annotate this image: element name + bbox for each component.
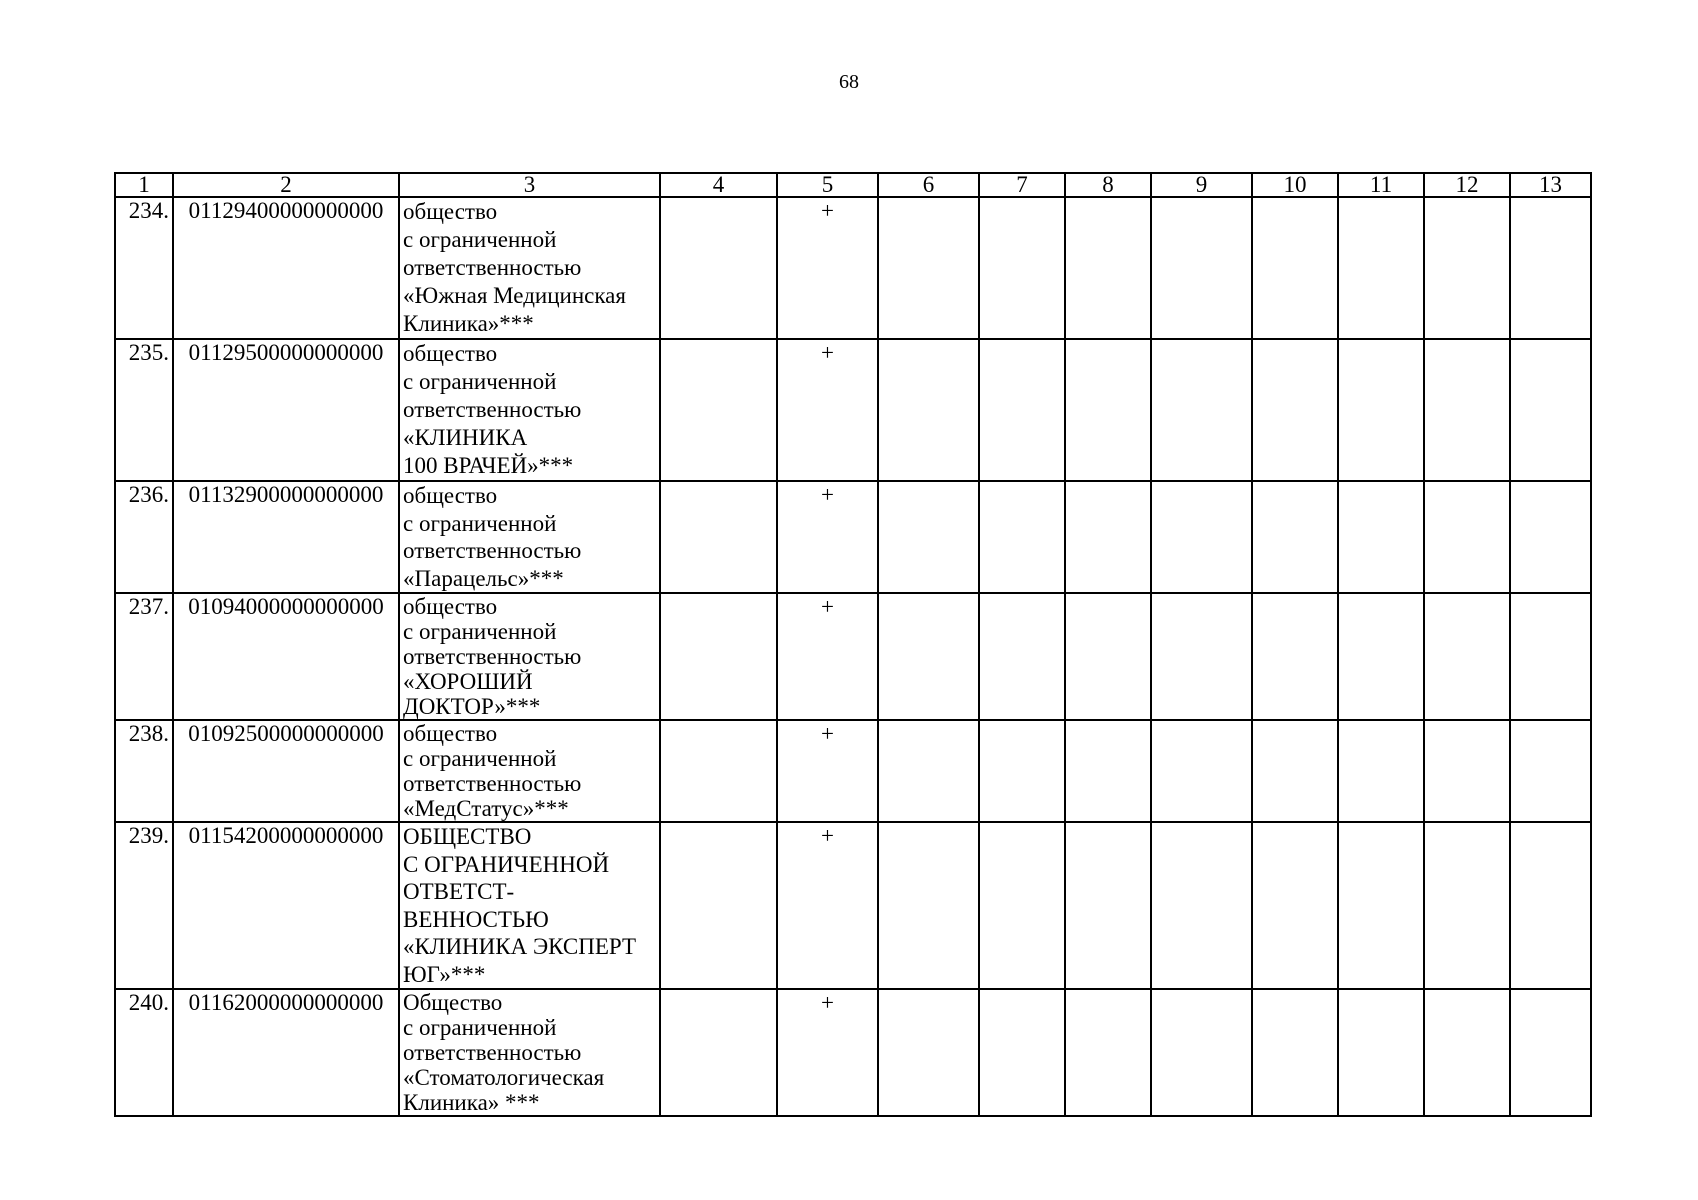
name-line: с ограниченной <box>403 510 557 536</box>
cell-empty <box>1151 593 1252 720</box>
cell-empty <box>1151 822 1252 989</box>
name-line: «Стоматологическая <box>403 1065 605 1090</box>
plus-mark: + <box>777 593 878 720</box>
page-number: 68 <box>839 71 859 93</box>
cell-empty <box>1252 339 1338 481</box>
row-number: 240. <box>115 989 173 1116</box>
column-header: 12 <box>1424 173 1510 197</box>
cell-empty <box>1151 481 1252 593</box>
column-header: 3 <box>399 173 660 197</box>
cell-empty <box>979 720 1065 822</box>
name-line: общество <box>403 594 498 619</box>
column-header: 11 <box>1338 173 1424 197</box>
cell-empty <box>1424 197 1510 339</box>
name-line: ОБЩЕСТВО <box>403 824 532 849</box>
table-row <box>115 481 1591 593</box>
table-row <box>115 989 1591 1116</box>
name-line: «МедСтатус»*** <box>403 796 569 821</box>
cell-empty <box>979 339 1065 481</box>
row-code: 01162000000000000 <box>173 989 399 1116</box>
cell-empty <box>1338 822 1424 989</box>
cell-col4 <box>660 593 777 720</box>
cell-empty <box>1065 720 1151 822</box>
plus-mark: + <box>777 197 878 339</box>
cell-empty <box>1338 481 1424 593</box>
column-header: 6 <box>878 173 979 197</box>
cell-empty <box>1151 989 1252 1116</box>
cell-empty <box>878 720 979 822</box>
plus-mark: + <box>777 822 878 989</box>
cell-empty <box>1151 197 1252 339</box>
cell-empty <box>878 197 979 339</box>
cell-empty <box>1424 339 1510 481</box>
plus-mark: + <box>777 720 878 822</box>
cell-col4 <box>660 822 777 989</box>
cell-empty <box>878 593 979 720</box>
table-row <box>115 197 1591 339</box>
header-row <box>115 173 1591 197</box>
name-line: ЮГ»*** <box>403 961 486 987</box>
name-line: ответственностью <box>403 644 582 669</box>
cell-col4 <box>660 989 777 1116</box>
cell-empty <box>979 197 1065 339</box>
cell-empty <box>1424 593 1510 720</box>
cell-empty <box>1252 720 1338 822</box>
cell-empty <box>878 989 979 1116</box>
cell-empty <box>979 989 1065 1116</box>
cell-empty <box>1510 481 1591 593</box>
cell-empty <box>1338 720 1424 822</box>
cell-empty <box>1510 197 1591 339</box>
cell-empty <box>1424 720 1510 822</box>
cell-empty <box>1065 989 1151 1116</box>
cell-empty <box>878 481 979 593</box>
cell-empty <box>1510 339 1591 481</box>
row-number: 238. <box>115 720 173 822</box>
name-line: общество <box>403 483 498 508</box>
row-number: 234. <box>115 197 173 339</box>
organization-name <box>399 989 660 1116</box>
row-number: 236. <box>115 481 173 593</box>
cell-empty <box>1424 481 1510 593</box>
cell-empty <box>1065 339 1151 481</box>
column-header: 1 <box>115 173 173 197</box>
row-code: 01129400000000000 <box>173 197 399 339</box>
cell-empty <box>1065 822 1151 989</box>
cell-empty <box>1510 720 1591 822</box>
table-row <box>115 720 1591 822</box>
name-line: ответственностью <box>403 397 582 422</box>
cell-empty <box>1065 197 1151 339</box>
cell-empty <box>1065 481 1151 593</box>
name-line: С ОГРАНИЧЕННОЙ <box>403 851 610 877</box>
name-line: «Южная Медицинская <box>403 283 626 308</box>
table-row <box>115 822 1591 989</box>
cell-empty <box>1338 339 1424 481</box>
row-code: 01154200000000000 <box>173 822 399 989</box>
name-line: ДОКТОР»*** <box>403 694 541 719</box>
cell-empty <box>1424 989 1510 1116</box>
name-line: 100 ВРАЧЕЙ»*** <box>403 453 574 478</box>
column-header: 4 <box>660 173 777 197</box>
column-header: 9 <box>1151 173 1252 197</box>
cell-empty <box>1510 822 1591 989</box>
row-code: 01094000000000000 <box>173 593 399 720</box>
name-line: Клиника»*** <box>403 311 534 336</box>
name-line: с ограниченной <box>403 369 557 394</box>
name-line: Клиника» *** <box>403 1090 540 1115</box>
cell-empty <box>878 822 979 989</box>
column-header: 2 <box>173 173 399 197</box>
name-line: Общество <box>403 990 503 1015</box>
name-line: общество <box>403 199 498 224</box>
name-line: ВЕННОСТЬЮ <box>403 906 549 932</box>
row-number: 239. <box>115 822 173 989</box>
row-code: 01129500000000000 <box>173 339 399 481</box>
cell-empty <box>1151 720 1252 822</box>
name-line: «КЛИНИКА ЭКСПЕРТ <box>403 934 637 959</box>
cell-empty <box>1252 822 1338 989</box>
column-header: 5 <box>777 173 878 197</box>
organizations-table <box>114 172 1592 1117</box>
cell-col4 <box>660 197 777 339</box>
cell-empty <box>1252 593 1338 720</box>
cell-empty <box>1338 989 1424 1116</box>
name-line: ответственностью <box>403 1040 582 1065</box>
cell-empty <box>1510 989 1591 1116</box>
cell-empty <box>1252 197 1338 339</box>
name-line: с ограниченной <box>403 1015 557 1040</box>
column-header: 8 <box>1065 173 1151 197</box>
column-header: 7 <box>979 173 1065 197</box>
name-line: с ограниченной <box>403 227 557 252</box>
table-row <box>115 593 1591 720</box>
plus-mark: + <box>777 339 878 481</box>
cell-empty <box>1252 481 1338 593</box>
cell-empty <box>1510 593 1591 720</box>
cell-empty <box>1065 593 1151 720</box>
name-line: «ХОРОШИЙ <box>403 669 533 694</box>
cell-empty <box>1424 822 1510 989</box>
name-line: с ограниченной <box>403 619 557 644</box>
name-line: общество <box>403 721 498 746</box>
organization-name <box>399 481 660 593</box>
cell-empty <box>979 481 1065 593</box>
cell-empty <box>1151 339 1252 481</box>
column-header: 10 <box>1252 173 1338 197</box>
row-code: 01092500000000000 <box>173 720 399 822</box>
name-line: ОТВЕТСТ- <box>403 879 515 904</box>
row-number: 235. <box>115 339 173 481</box>
cell-empty <box>979 593 1065 720</box>
column-header: 13 <box>1510 173 1591 197</box>
organization-name <box>399 593 660 720</box>
name-line: с ограниченной <box>403 746 557 771</box>
plus-mark: + <box>777 481 878 593</box>
plus-mark: + <box>777 989 878 1116</box>
name-line: ответственностью <box>403 255 582 280</box>
row-code: 01132900000000000 <box>173 481 399 593</box>
organization-name <box>399 822 660 989</box>
cell-empty <box>1338 197 1424 339</box>
cell-col4 <box>660 481 777 593</box>
name-line: ответственностью <box>403 538 582 563</box>
name-line: «Парацельс»*** <box>403 565 564 591</box>
cell-empty <box>1252 989 1338 1116</box>
cell-col4 <box>660 339 777 481</box>
organization-name <box>399 197 660 339</box>
cell-empty <box>979 822 1065 989</box>
name-line: общество <box>403 341 498 366</box>
organization-name <box>399 339 660 481</box>
row-number: 237. <box>115 593 173 720</box>
organization-name <box>399 720 660 822</box>
cell-empty <box>878 339 979 481</box>
name-line: «КЛИНИКА <box>403 425 528 450</box>
table-row <box>115 339 1591 481</box>
cell-col4 <box>660 720 777 822</box>
name-line: ответственностью <box>403 771 582 796</box>
cell-empty <box>1338 593 1424 720</box>
